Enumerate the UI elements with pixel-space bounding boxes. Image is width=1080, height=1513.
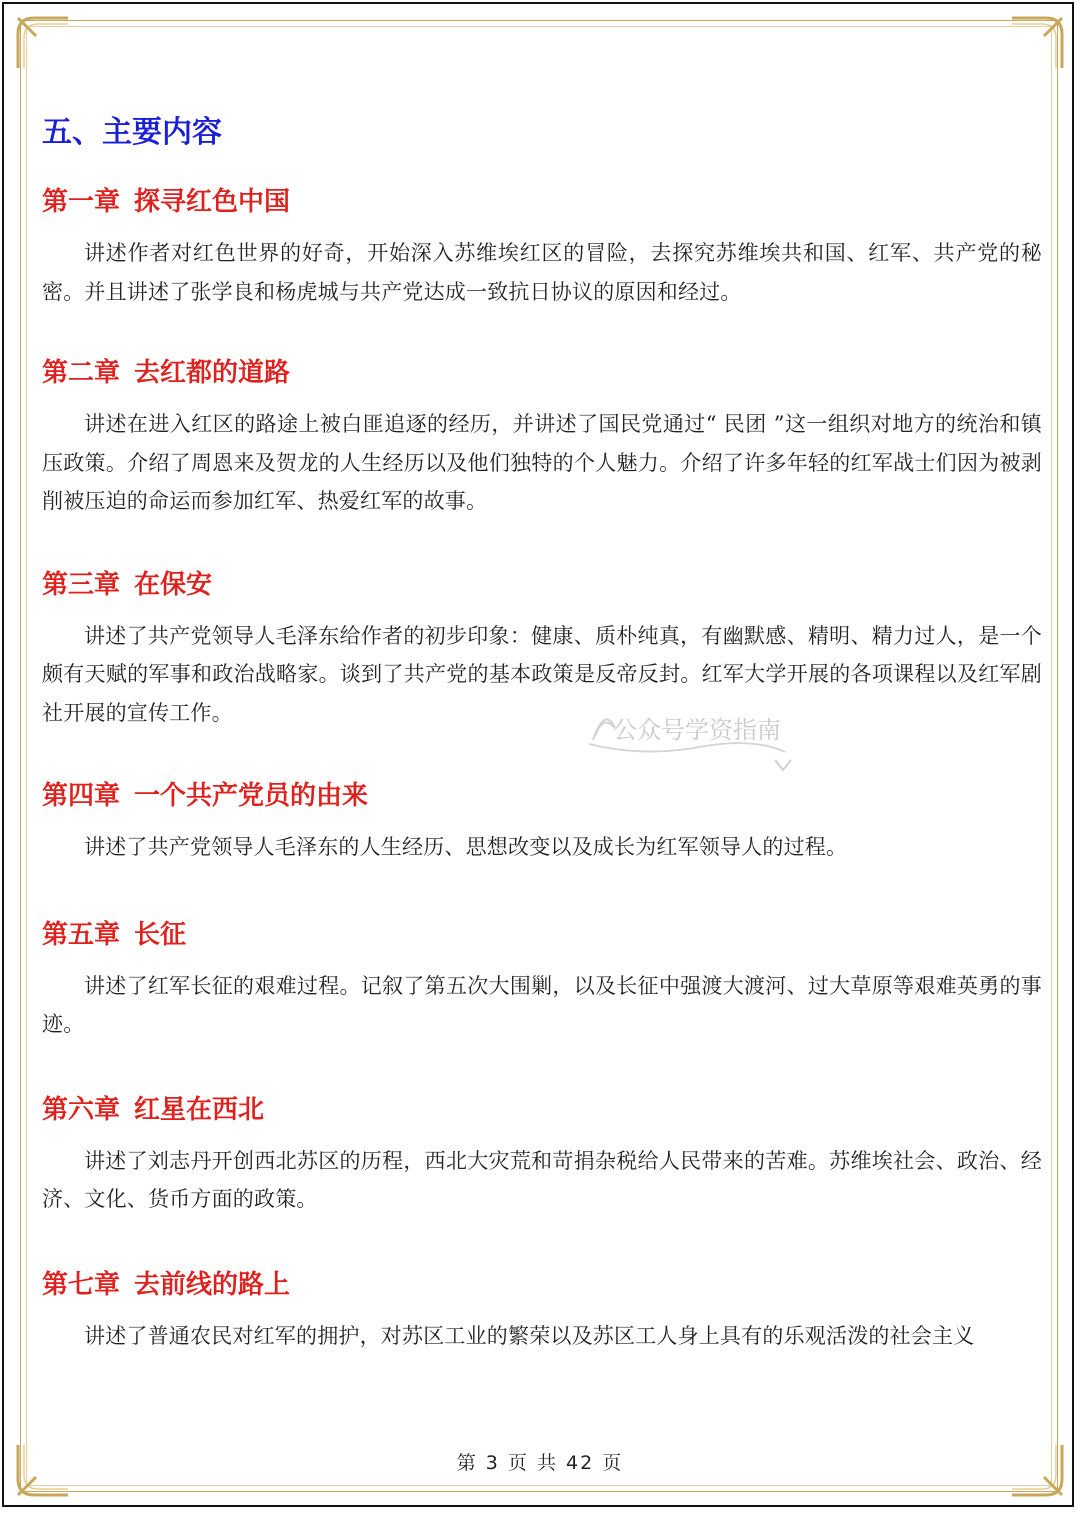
chapter-number: 第二章 xyxy=(42,358,121,388)
section-heading: 五、主要内容 xyxy=(42,115,222,150)
chapter-6 xyxy=(42,1090,1042,1219)
chapter-number: 第三章 xyxy=(42,569,121,600)
chapter-body: 讲述了普通农民对红军的拥护，对苏区工业的繁荣以及苏区工人身上具有的乐观活泼的社会主义 xyxy=(84,1323,975,1348)
chapter-title xyxy=(42,565,1042,605)
chapter-title xyxy=(42,915,1042,955)
chapter-body: 讲述作者对红色世界的好奇，开始深入苏维埃红区的冒险，去探究苏维埃共和国、红军、共产党的秘密。并且讲述了张学良和杨虎城与共产党达成一致抗日协议的原因和经过。 xyxy=(42,241,1042,304)
chapter-4 xyxy=(42,776,1042,867)
chapter-title xyxy=(42,182,1042,222)
chapter-name: 去前线的路上 xyxy=(134,1269,291,1300)
chapter-body: 讲述了刘志丹开创西北苏区的历程，西北大灾荒和苛捐杂税给人民带来的苦难。苏维埃社会、政治、经济、文化、货币方面的政策。 xyxy=(42,1148,1042,1211)
watermark-text: 公众号学资指南 xyxy=(613,716,781,744)
chapter-body: 讲述在进入红区的路途上被白匪追逐的经历，并讲述了国民党通过“ 民团 ”这一组织对地方的统治和镇压政策。介绍了周恩来及贺龙的人生经历以及他们独特的个人魅力。介绍了许多年轻的红军战士们因为被剥削被压迫的命运而参加红军、热爱红军的故事。 xyxy=(42,412,1042,513)
chapter-name: 探寻红色中国 xyxy=(134,187,291,217)
chapter-title xyxy=(42,353,1042,393)
chapter-number: 第七章 xyxy=(42,1269,121,1300)
chapter-2 xyxy=(42,353,1042,521)
chapter-name: 去红都的道路 xyxy=(134,358,291,388)
chapter-title xyxy=(42,776,1042,816)
chapter-3 xyxy=(42,565,1042,733)
chapter-number: 第四章 xyxy=(42,781,121,811)
chapter-1 xyxy=(42,182,1042,311)
chapter-body: 讲述了共产党领导人毛泽东的人生经历、思想改变以及成长为红军领导人的过程。 xyxy=(84,835,848,859)
chapter-name: 红星在西北 xyxy=(134,1094,265,1125)
chapter-body: 讲述了红军长征的艰难过程。记叙了第五次大围剿，以及长征中强渡大渡河、过大草原等艰难英勇的事迹。 xyxy=(42,973,1042,1036)
chapter-number: 第五章 xyxy=(42,919,121,950)
chapter-name: 在保安 xyxy=(134,569,213,600)
chapter-5 xyxy=(42,915,1042,1044)
chapter-title xyxy=(42,1090,1042,1130)
chapter-number: 第六章 xyxy=(42,1094,121,1125)
chapter-body: 讲述了共产党领导人毛泽东给作者的初步印象：健康、质朴纯真，有幽默感、精明、精力过人，是一个颇有天赋的军事和政治战略家。谈到了共产党的基本政策是反帝反封。红军大学开展的各项课程以及红军剧社开展的宣传工作。 xyxy=(42,623,1042,725)
chapter-7 xyxy=(42,1265,1042,1356)
chapter-name: 长征 xyxy=(134,919,187,950)
chapter-number: 第一章 xyxy=(42,187,121,217)
corner-ornament-icon xyxy=(14,14,72,72)
document-body xyxy=(42,110,1042,1355)
chapter-title xyxy=(42,1265,1042,1305)
chapter-name: 一个共产党员的由来 xyxy=(134,781,369,811)
corner-ornament-icon xyxy=(1008,14,1066,72)
page-number: 第 3 页 共 42 页 xyxy=(456,1452,624,1474)
